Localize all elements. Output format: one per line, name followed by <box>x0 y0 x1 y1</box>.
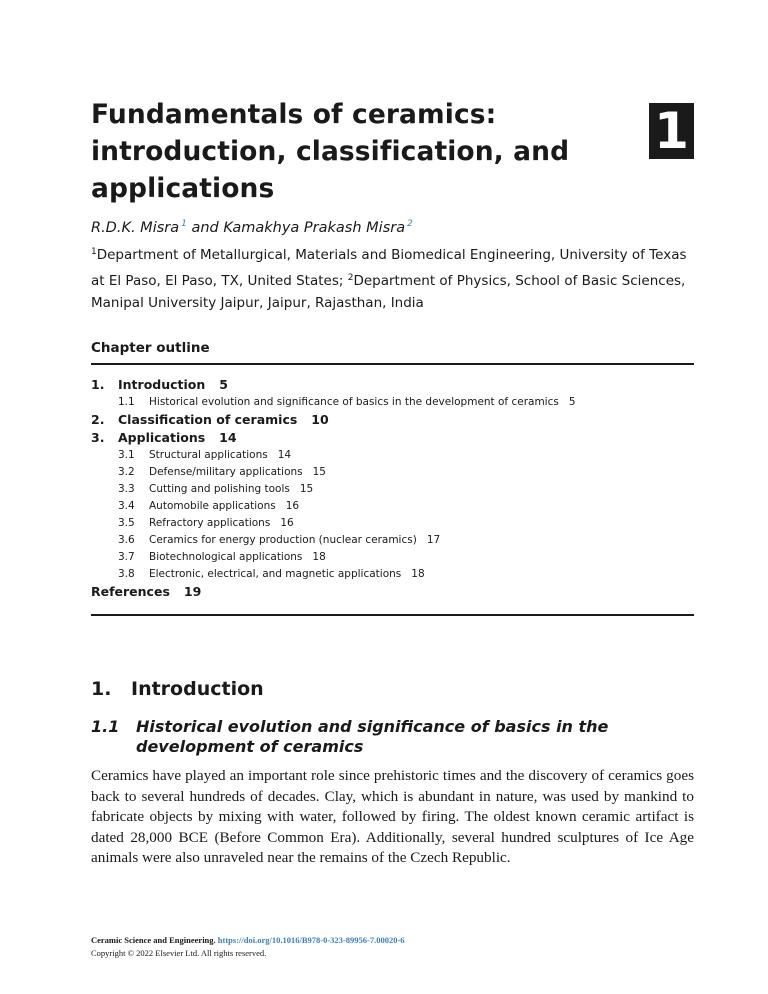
chapter-title-line: applications <box>91 173 275 204</box>
toc-entry-references[interactable] <box>91 583 694 601</box>
toc-entry-3-6[interactable] <box>91 532 694 549</box>
toc-number: 3.2 <box>118 466 135 478</box>
toc-label: References <box>91 584 170 599</box>
chapter-outline <box>91 376 694 601</box>
affiliation-text: Department of Physics, School of Basic Sciences, Manipal University Jaipur, Jaipur, Rajasthan, India <box>91 272 686 311</box>
toc-label: Cutting and polishing tools <box>149 483 290 495</box>
author-name: R.D.K. Misra <box>91 220 180 236</box>
chapter-title <box>91 96 591 207</box>
toc-number: 3.7 <box>118 551 135 563</box>
subsection-heading <box>91 717 691 757</box>
toc-entry-3-1[interactable] <box>91 447 694 464</box>
book-title: Ceramic Science and Engineering. <box>91 935 216 945</box>
toc-page: 15 <box>312 466 326 478</box>
affiliation-text: Department of Metallurgical, Materials and Biomedical Engineering, University of Texas at El Paso, El Paso, TX, United States; <box>91 247 687 289</box>
toc-number: 1.1 <box>118 396 135 408</box>
copyright-notice: Copyright © 2022 Elsevier Ltd. All rights reserved. <box>91 948 267 958</box>
toc-label: Structural applications <box>149 449 268 461</box>
toc-number: 3. <box>91 430 105 445</box>
toc-entry-1-1[interactable] <box>91 394 694 411</box>
author-connector: and <box>191 220 219 236</box>
body-paragraph: Ceramics have played an important role since prehistoric times and the discovery of ceramics goes back to several hundreds of decades. Clay, which is abundant in nature, was used by mankind to fabricate objects by mixing with water, followed by firing. The oldest known ceramic artifact is dated 28,000 BCE (Before Common Era). Additionally, several hundred sculptures of Ice Age animals were also unraveled near the remains of the Czech Republic. <box>91 767 694 866</box>
authors-line <box>91 219 413 236</box>
toc-page: 17 <box>426 534 441 546</box>
chapter-outline-heading: Chapter outline <box>91 340 210 356</box>
toc-page: 19 <box>183 584 202 599</box>
outline-bottom-rule <box>91 614 694 616</box>
chapter-title-line: Fundamentals of ceramics: <box>91 99 497 130</box>
subsection-title: Historical evolution and significance of basics in the development of ceramics <box>136 717 609 756</box>
toc-number: 3.1 <box>118 449 135 461</box>
section-title: Introduction <box>131 678 264 700</box>
toc-page: 14 <box>219 430 237 445</box>
toc-page: 5 <box>568 396 576 408</box>
toc-entry-3-3[interactable] <box>91 481 694 498</box>
toc-label: Automobile applications <box>149 500 276 512</box>
section-number: 1. <box>91 678 112 700</box>
toc-label: Introduction <box>118 377 206 392</box>
toc-page: 10 <box>311 412 329 427</box>
toc-page: 14 <box>277 449 292 461</box>
affiliation-marker[interactable]: 2 <box>407 219 413 229</box>
toc-number: 3.4 <box>118 500 135 512</box>
toc-page: 16 <box>280 517 294 529</box>
chapter-title-line: introduction, classification, and <box>91 136 570 167</box>
toc-label: Refractory applications <box>149 517 271 529</box>
page-footer <box>91 934 405 960</box>
toc-number: 3.6 <box>118 534 135 546</box>
affiliation-marker[interactable]: 1 <box>181 219 187 229</box>
affiliation-sup: 1 <box>91 247 97 257</box>
toc-label: Historical evolution and significance of basics in the development of ceramics <box>149 396 559 408</box>
section-heading <box>91 678 264 700</box>
toc-label: Ceramics for energy production (nuclear ceramics) <box>149 534 417 546</box>
toc-entry-section-2[interactable] <box>91 411 694 429</box>
toc-entry-3-8[interactable] <box>91 566 694 583</box>
toc-label: Classification of ceramics <box>118 412 298 427</box>
toc-number: 3.3 <box>118 483 135 495</box>
affiliation-sup: 2 <box>347 272 354 283</box>
toc-entry-section-3[interactable] <box>91 429 694 447</box>
toc-number: 3.8 <box>118 568 135 580</box>
affiliations <box>91 241 703 315</box>
chapter-number-badge: 1 <box>649 103 694 159</box>
subsection-number: 1.1 <box>91 717 120 736</box>
toc-page: 18 <box>312 551 326 563</box>
author-name: Kamakhya Prakash Misra <box>223 220 406 236</box>
toc-entry-3-4[interactable] <box>91 498 694 515</box>
outline-top-rule <box>91 363 694 365</box>
toc-label: Defense/military applications <box>149 466 303 478</box>
toc-label: Applications <box>118 430 206 445</box>
toc-entry-3-7[interactable] <box>91 549 694 566</box>
toc-number: 2. <box>91 412 105 427</box>
toc-label: Electronic, electrical, and magnetic applications <box>149 568 402 580</box>
toc-page: 5 <box>219 377 228 392</box>
toc-page: 16 <box>285 500 300 512</box>
toc-entry-3-2[interactable] <box>91 464 694 481</box>
toc-number: 1. <box>91 377 105 392</box>
toc-label: Biotechnological applications <box>149 551 303 563</box>
toc-entry-3-5[interactable] <box>91 515 694 532</box>
doi-link[interactable]: https://doi.org/10.1016/B978-0-323-89956-7.00020-6 <box>217 935 405 945</box>
toc-number: 3.5 <box>118 517 135 529</box>
toc-page: 18 <box>411 568 425 580</box>
toc-entry-section-1[interactable] <box>91 376 694 394</box>
toc-page: 15 <box>299 483 314 495</box>
